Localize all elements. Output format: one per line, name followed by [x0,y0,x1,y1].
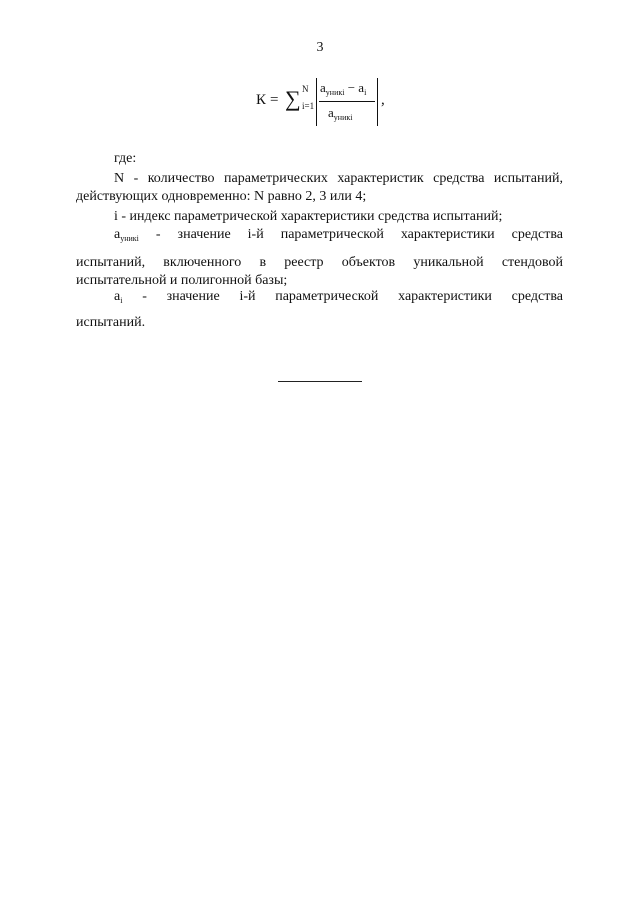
definition-ai-line1 [76,288,563,310]
formula-denominator [328,105,352,122]
where-label: где: [114,151,137,166]
num-a: a [320,80,326,95]
definition-n-line2: действующих одновременно: N равно 2, 3 или 4; [76,189,367,204]
formula-abs-left [316,78,317,126]
formula-comma: , [381,92,385,108]
ai-text1: - значение i-й параметрической характеристики средства [142,289,563,304]
formula-numerator [320,80,376,97]
num-i-sub: i [364,88,367,97]
formula-sum-lower: i=1 [302,101,315,111]
den-a-sub: уникi [333,113,353,122]
formula [256,76,456,128]
a-unik-symbol [114,226,139,248]
a-unik-subscript: уникi [120,234,139,243]
definition-ai [76,288,563,332]
definition-i [76,208,563,226]
definition-a-unik-line1 [76,226,563,248]
formula-sum-upper: N [302,84,309,94]
formula-sum-sign: ∑ [285,86,301,111]
definition-ai-line2: испытаний. [76,315,146,330]
page-number: 3 [316,40,324,55]
num-a-sub: уникi [325,88,345,97]
formula-equals: = [270,92,279,108]
num-minus-a: − a [347,80,365,95]
a-unik-text1: - значение i-й параметрической характеристики средства [155,227,564,242]
definition-i-line: i - индекс параметрической характеристики средства испытаний; [114,209,503,224]
a-unik-letter: a [114,227,121,242]
formula-abs-right [377,78,378,126]
end-rule [278,381,362,382]
definition-a-unik-line3: испытательной и полигонной базы; [76,273,288,288]
definition-a-unik-line2: испытаний, включенного в реестр объектов уникальной стендовой [76,255,563,270]
formula-k: К [256,92,267,108]
where-label-row [76,150,563,168]
ai-symbol [114,288,122,310]
formula-fraction-line [319,101,375,102]
ai-letter: a [114,289,121,304]
definition-a-unik [76,226,563,290]
definition-n [76,170,563,206]
definition-n-line1: N - количество параметрических характеристик средства испытаний, [114,171,563,186]
ai-subscript: i [120,296,123,305]
den-a: a [328,105,334,120]
